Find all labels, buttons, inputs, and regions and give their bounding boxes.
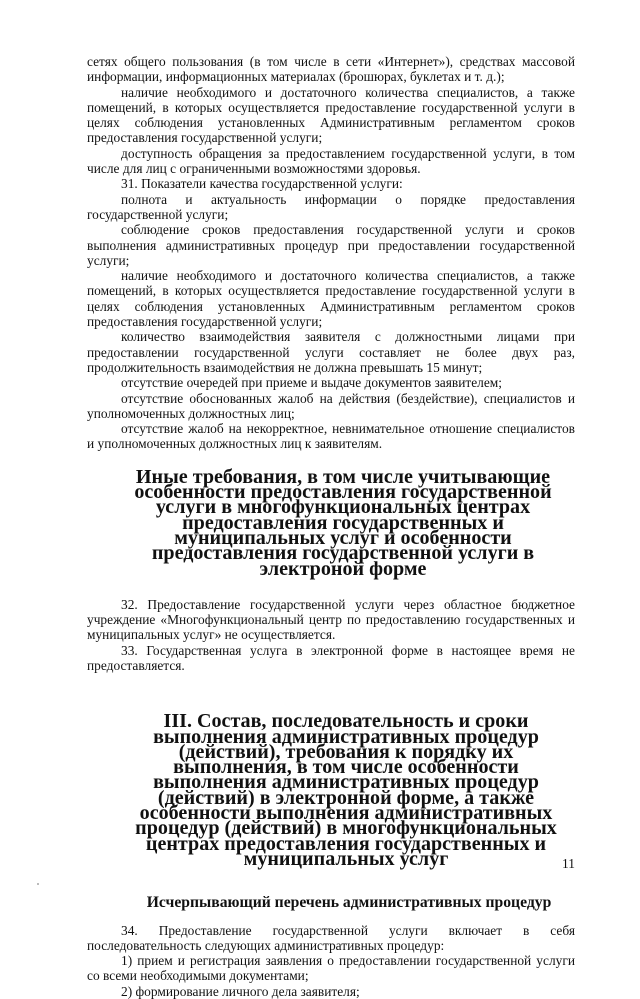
list-item-2: 2) формирование личного дела заявителя; (121, 983, 360, 999)
page-number: 11 (562, 856, 575, 871)
heading-section-3: III. Состав, последовательность и сроки выполнения административных процедур (действий), требования к порядку их выполнения, в том числе особенности выполнения административных процедур (действий) в электронной форме, а также особенности выполнения административных процедур (действий) в многофункциональных центрах предоставления государственных и муниципальных услуг (135, 710, 557, 870)
paragraph-specialists: наличие необходимого и достаточного количества специалистов, а также помещений, в которых осуществляется предоставление государственной услуги в целях соблюдения установленных Административным регламентом сроков предоставления государственной услуги; (87, 84, 575, 146)
paragraph-interactions: количество взаимодействия заявителя с должностными лицами при предоставлении государственной услуги составляет не более двух раз, продолжительность взаимодействия не должна превышать 15 минут; (87, 329, 575, 375)
list-item-1: 1) прием и регистрация заявления о предоставлении государственной услуги со всеми необходимыми документами; (87, 953, 575, 984)
paragraph-31: 31. Показатели качества государственной услуги: (121, 176, 403, 192)
paragraph-33: 33. Государственная услуга в электронной форме в настоящее время не предоставляется. (87, 642, 575, 673)
paragraph-no-queues: отсутствие очередей при приеме и выдаче документов заявителем; (121, 375, 502, 391)
heading-procedures-list: Исчерпывающий перечень административных процедур (146, 894, 552, 912)
paragraph-no-incorrect-attitude: отсутствие жалоб на некорректное, невнимательное отношение специалистов и уполномоченных должностных лиц к заявителям. (87, 421, 575, 452)
paragraph-completeness: полнота и актуальность информации о порядке предоставления государственной услуги; (87, 191, 575, 222)
paragraph-accessibility: доступность обращения за предоставлением государственной услуги, в том числе для лиц с ограниченными возможностями здоровья. (87, 145, 575, 177)
paragraph-deadlines: соблюдение сроков предоставления государственной услуги и сроков выполнения административных процедур при предоставлении государственной услуги; (87, 222, 575, 268)
paragraph-specialists-2: наличие необходимого и достаточного количества специалистов, а также помещений, в которых осуществляется предоставление государственной услуги в целях соблюдения установленных Административным регламентом сроков предоставления государственной услуги; (87, 268, 575, 330)
paragraph-media: сетях общего пользования (в том числе в сети «Интернет»), средствах массовой информации, информационных материалах (брошюрах, буклетах и т. д.); (87, 54, 575, 85)
paragraph-no-complaints: отсутствие обоснованных жалоб на действия (бездействие), специалистов и уполномоченных должностных лиц; (87, 390, 575, 421)
paragraph-34: 34. Предоставление государственной услуги включает в себя последовательность следующих административных процедур: (87, 922, 575, 953)
paragraph-32: 32. Предоставление государственной услуги через областное бюджетное учреждение «Многофункциональный центр по предоставлению государственных и муниципальных услуг» не осуществляется. (87, 596, 575, 643)
heading-other-requirements: Иные требования, в том числе учитывающие особенности предоставления государственной услуги в многофункциональных центрах предоставления государственных и муниципальных услуг и особенности предоставления государственной услуги в электроной форме (134, 465, 552, 580)
document-page (87, 54, 575, 999)
scan-speck (37, 883, 39, 885)
